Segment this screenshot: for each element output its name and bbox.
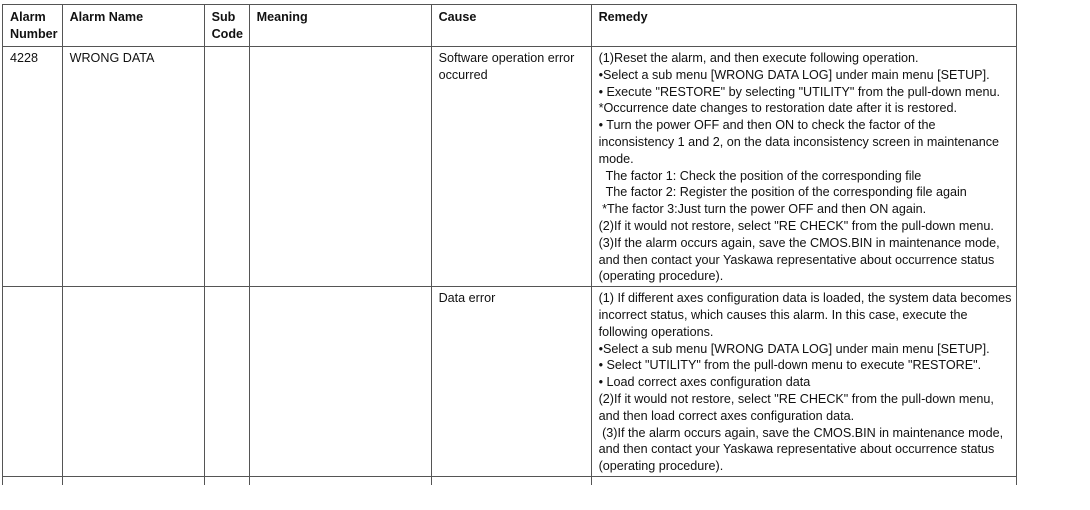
remedy-line: •Select a sub menu [WRONG DATA LOG] under main menu [SETUP]. (598, 67, 990, 82)
table-header (3, 5, 1017, 47)
remedy-line: (2)If it would not restore, select "RE CHECK" from the pull-down menu. (598, 218, 994, 233)
header-cause: Cause (431, 5, 591, 47)
empty-cell (62, 476, 204, 485)
sub-code-cell (204, 47, 249, 287)
alarm-number-cell (3, 287, 63, 477)
remedy-line: • Execute "RESTORE" by selecting "UTILITY" from the pull-down menu. (598, 84, 1001, 99)
table-row (3, 47, 1017, 287)
header-row (3, 5, 1017, 47)
cause-cell: Data error (431, 287, 591, 477)
empty-cell (3, 476, 63, 485)
alarm-number-cell: 4228 (3, 47, 63, 287)
remedy-line: (1)Reset the alarm, and then execute following operation. (598, 51, 919, 65)
remedy-line: The factor 1: Check the position of the corresponding file (598, 168, 922, 183)
remedy-line: • Select "UTILITY" from the pull-down menu to execute "RESTORE". (598, 358, 982, 373)
remedy-line: (1) If different axes configuration data is loaded, the system data becomes incorrect status, which causes this alarm. In this case, execute the following operations. (598, 291, 1015, 339)
header-alarm-name: Alarm Name (62, 5, 204, 47)
remedy-line: *Occurrence date changes to restoration date after it is restored. (598, 101, 957, 116)
alarm-name-cell: WRONG DATA (62, 47, 204, 287)
remedy-line: •Select a sub menu [WRONG DATA LOG] under main menu [SETUP]. (598, 341, 990, 356)
remedy-cell (591, 287, 1016, 477)
remedy-line: *The factor 3:Just turn the power OFF and then ON again. (598, 202, 927, 217)
table-row (3, 287, 1017, 477)
empty-cell (204, 476, 249, 485)
header-sub-code: Sub Code (204, 5, 249, 47)
alarm-name-cell (62, 287, 204, 477)
remedy-cell (591, 47, 1016, 287)
cause-cell: Software operation error occurred (431, 47, 591, 287)
remedy-line: • Load correct axes configuration data (598, 375, 811, 390)
table-body (3, 47, 1017, 485)
remedy-line: The factor 2: Register the position of the corresponding file again (598, 185, 967, 200)
header-meaning: Meaning (249, 5, 431, 47)
meaning-cell (249, 287, 431, 477)
empty-cell (431, 476, 591, 485)
empty-cell (249, 476, 431, 485)
meaning-cell (249, 47, 431, 287)
remedy-line: (2)If it would not restore, select "RE CHECK" from the pull-down menu, and then load correct axes configuration data. (598, 391, 998, 423)
table-row-continued (3, 476, 1017, 485)
empty-cell (591, 476, 1016, 485)
header-alarm-number: Alarm Number (3, 5, 63, 47)
remedy-line: (3)If the alarm occurs again, save the CMOS.BIN in maintenance mode, and then contact your Yaskawa representative about occurrence status (operating procedure). (598, 235, 1004, 284)
remedy-line: • Turn the power OFF and then ON to check the factor of the inconsistency 1 and 2, on the data inconsistency screen in maintenance mode. (598, 118, 1003, 166)
alarm-table (2, 4, 1017, 485)
header-remedy: Remedy (591, 5, 1016, 47)
remedy-line: (3)If the alarm occurs again, save the CMOS.BIN in maintenance mode, and then contact your Yaskawa representative about occurrence status (operating procedure). (598, 425, 1007, 474)
sub-code-cell (204, 287, 249, 477)
